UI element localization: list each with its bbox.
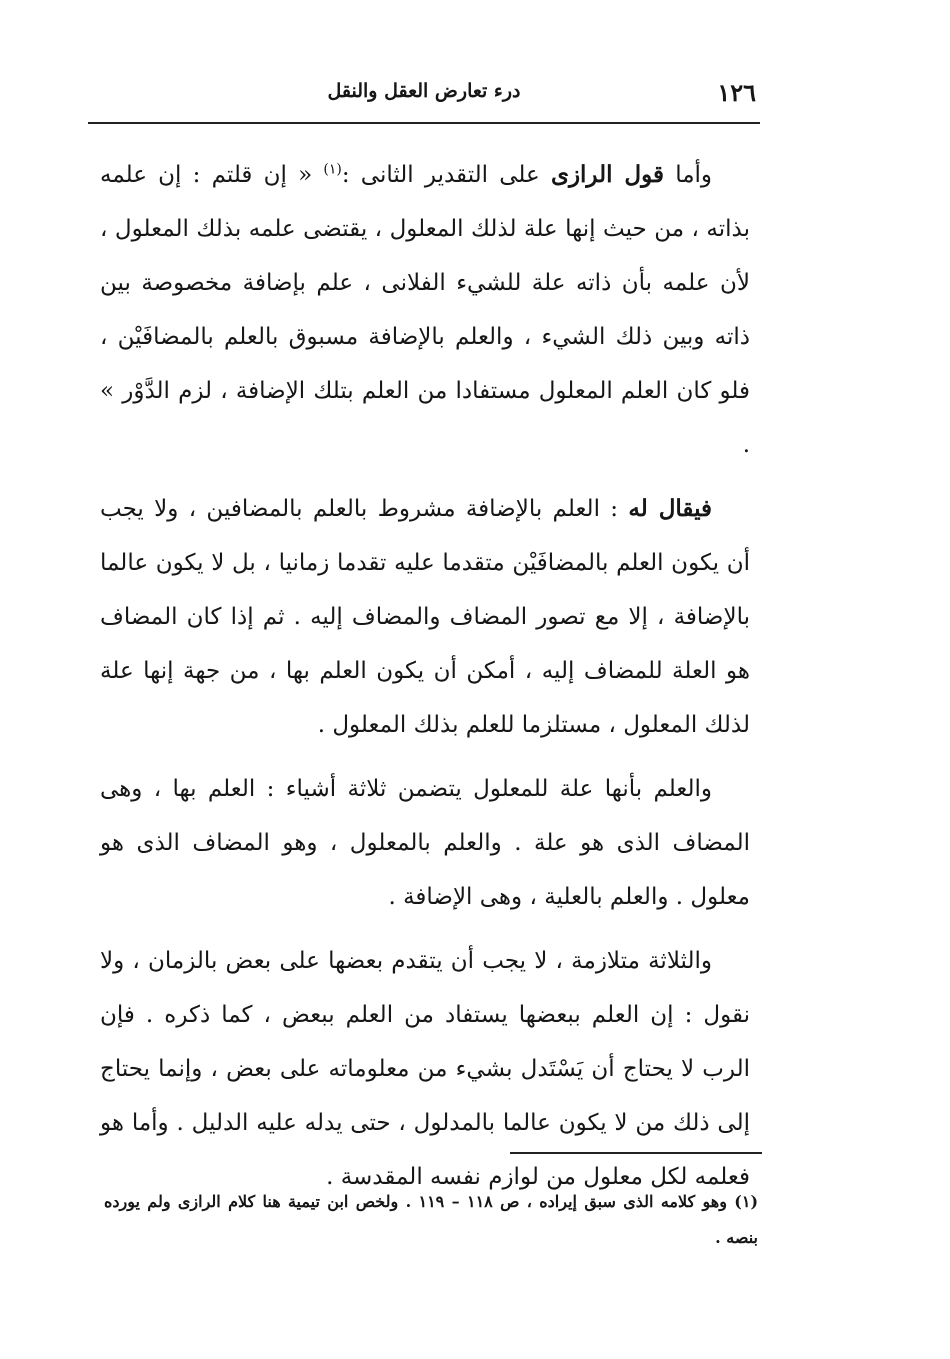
footnote-rule [510, 1152, 762, 1154]
footnote: (١) وهو كلامه الذى سبق إيراده ، ص ١١٨ – ١١٩ . ولخص ابن تيمية هنا كلام الرازى ولم يورده بنصه . [104, 1192, 759, 1247]
paragraph-1 [100, 148, 750, 472]
paragraph-3-text: والعلم بأنها علة للمعلول يتضمن ثلاثة أشياء : العلم بها ، وهى المضاف الذى هو علة . والعلم بالمعلول ، وهو المضاف الذى هو معلول . والعلم بالعلية ، وهى الإضافة . [100, 776, 750, 910]
paragraph-1-quotation: « إن قلتم : إن علمه بذاته ، من حيث إنها علة لذلك المعلول ، يقتضى علمه بذلك المعلول ، لأن علمه بأن ذاته علة للشيء الفلانى ، علم بإضافة مخصوصة بين ذاته وبين ذلك الشيء ، والعلم بالإضافة مسبوق بالعلم بالمضافَيْن ، فلو كان العلم المعلول مستفادا من العلم بتلك الإضافة ، لزم الدَّوْر » . [100, 162, 750, 458]
paragraph-4-text: والثلاثة متلازمة ، لا يجب أن يتقدم بعضها على بعض بالزمان ، ولا نقول : إن العلم ببعضها يستفاد من العلم ببعض ، كما ذكره . فإن الرب لا يحتاج أن يَسْتَدل بشيء من معلوماته على بعض ، وإنما يحتاج إلى ذلك من لا يكون عالما بالمدلول ، حتى يدله عليه الدليل . وأما هو فعلمه لكل معلول من لوازم نفسه المقدسة . [100, 948, 750, 1190]
paragraph-2-bold-phrase: فيقال له [628, 495, 713, 522]
footnote-reference: (١) [323, 161, 342, 178]
paragraph-3 [100, 762, 750, 924]
paragraph-4 [100, 934, 750, 1204]
page-header [88, 78, 760, 118]
paragraph-1-intro: وأما [675, 162, 713, 188]
paragraph-2 [100, 482, 750, 752]
paragraph-1-text-a: على التقدير الثانى : [341, 162, 540, 188]
running-title: درء تعارض العقل والنقل [327, 80, 521, 102]
paragraph-2-text: : العلم بالإضافة مشروط بالعلم بالمضافين ، ولا يجب أن يكون العلم بالمضافَيْن متقدما عليه تقدما زمانيا ، بل لا يكون عالما بالإضافة ، إلا مع تصور المضاف والمضاف إليه . ثم إذا كان المضاف هو العلة للمضاف إليه ، أمكن أن يكون العلم بها ، من جهة إنها علة لذلك المعلول ، مستلزما للعلم بذلك المعلول . [100, 496, 750, 738]
header-rule [88, 122, 760, 124]
paragraph-1-bold-phrase: قول الرازى [550, 161, 665, 188]
page-number: ١٢٦ [717, 78, 756, 107]
main-text [100, 148, 750, 1214]
